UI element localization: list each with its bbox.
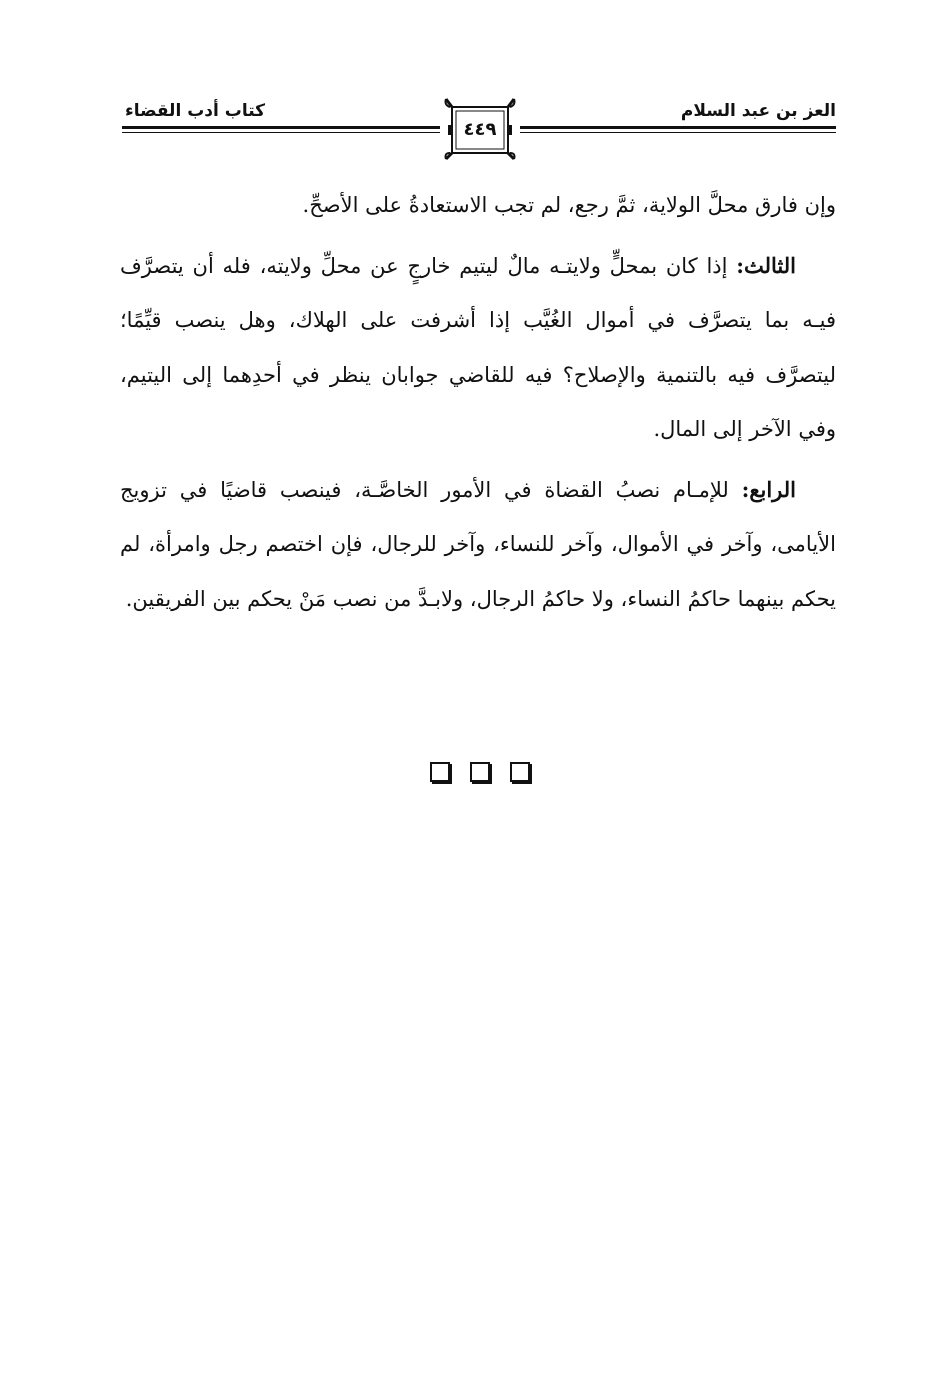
end-square-icon (430, 762, 450, 782)
header-rule-left-thin (122, 132, 440, 133)
end-square-icon (510, 762, 530, 782)
header-rule-right-thick (520, 126, 836, 129)
paragraph-1 (120, 178, 836, 233)
main-text (120, 178, 836, 632)
end-square-icon (470, 762, 490, 782)
running-head-author: العز بن عبد السلام (680, 101, 836, 121)
paragraph-2-text: إذا كان بمحلٍّ ولايتـه مالٌ ليتيم خارجٍ عن محلِّ ولايته، فله أن يتصرَّف فيـه بما يتصرَّف في أموال الغُيَّب إذا أشرفت على الهلاك، وهل ينصب قيِّمًا؛ ليتصرَّف فيه بالتنمية والإصلاح؟ فيه للقاضي جوابان ينظر في أحدِهما إلى اليتيم، وفي الآخر إلى المال. (120, 253, 836, 441)
paragraph-2 (120, 239, 836, 457)
paragraph-3-text: للإمـام نصبُ القضاة في الأمور الخاصَّـة، فينصب قاضيًا في تزويج الأيامى، وآخر في الأموال، وآخر للنساء، وآخر للرجال، فإن اختصم رجل وامرأة، لم يحكم بينهما حاكمُ النساء، ولا حاكمُ الرجال، ولابـدَّ من نصب مَنْ يحكم بين الفريقين. (120, 477, 836, 611)
paragraph-1-text: وإن فارق محلَّ الولاية، ثمَّ رجع، لم تجب الاستعادةُ على الأصحِّ. (302, 193, 836, 217)
section-end-mark (430, 762, 530, 786)
paragraph-3 (120, 463, 836, 627)
header-rule-left-thick (122, 126, 440, 129)
page-header (120, 95, 836, 165)
page-number: ٤٤٩ (463, 119, 497, 140)
paragraph-2-heading: الثالث: (736, 252, 796, 278)
header-rule-right-thin (520, 132, 836, 133)
running-head-book-title: كتاب أدب القضاء (125, 101, 266, 121)
paragraph-3-heading: الرابع: (741, 476, 796, 502)
page-number-frame (440, 95, 520, 161)
